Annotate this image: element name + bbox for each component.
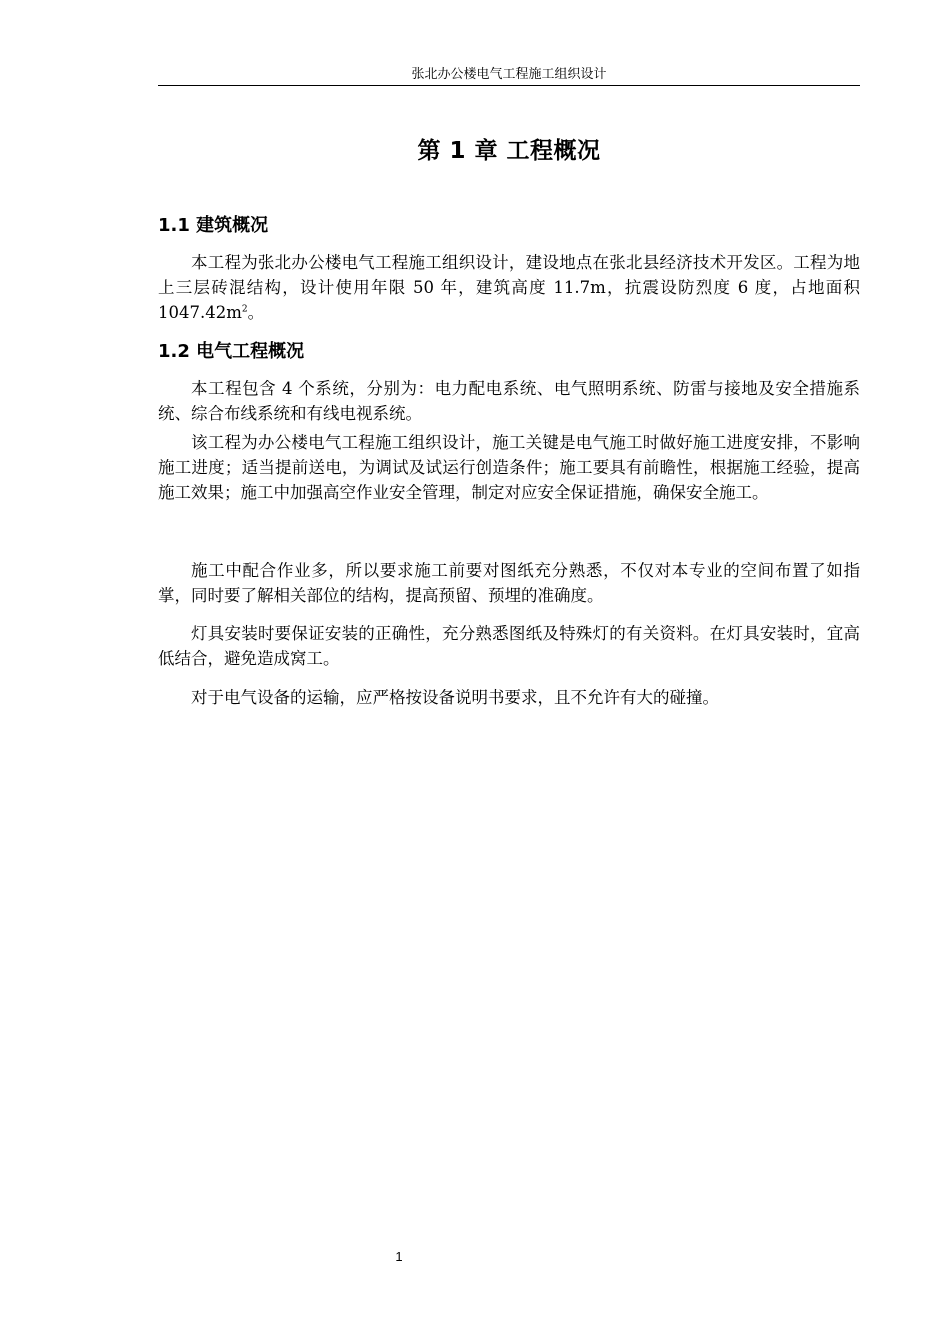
header-rule	[158, 85, 860, 86]
running-header: 张北办公楼电气工程施工组织设计	[411, 67, 607, 82]
paragraph-building-overview	[158, 250, 860, 325]
paragraph-construction-key: 该工程为办公楼电气工程施工组织设计，施工关键是电气施工时做好施工进度安排，不影响施工进度；适当提前送电，为调试及试运行创造条件；施工要具有前瞻性，根据施工经验，提高施工效果；施工中加强高空作业安全管理，制定对应安全保证措施，确保安全施工。	[158, 433, 860, 502]
paragraph-coordination: 施工中配合作业多，所以要求施工前要对图纸充分熟悉，不仅对本专业的空间布置了如指掌，同时要了解相关部位的结构，提高预留、预埋的准确度。	[158, 561, 860, 605]
paragraph-end-punct: 。	[247, 303, 265, 322]
section-heading-1-1: 1.1 建筑概况	[158, 215, 269, 236]
section-heading-1-2: 1.2 电气工程概况	[158, 341, 305, 362]
page-number: 1	[395, 1249, 403, 1264]
paragraph-text: 本工程为张北办公楼电气工程施工组织设计，建设地点在张北县经济技术开发区。工程为地上三层砖混结构，设计使用年限 50 年，建筑高度 11.7m，抗震设防烈度 6 度，占地面积 1047.42m	[158, 253, 860, 322]
paragraph-systems: 本工程包含 4 个系统，分别为：电力配电系统、电气照明系统、防雷与接地及安全措施系统、综合布线系统和有线电视系统。	[158, 379, 860, 423]
paragraph-lighting-install: 灯具安装时要保证安装的正确性，充分熟悉图纸及特殊灯的有关资料。在灯具安装时，宜高低结合，避免造成窝工。	[158, 624, 860, 668]
paragraph-equipment-transport: 对于电气设备的运输，应严格按设备说明书要求，且不允许有大的碰撞。	[191, 688, 719, 707]
area-unit-superscript: 2	[241, 304, 248, 315]
chapter-title: 第 1 章 工程概况	[417, 138, 601, 164]
